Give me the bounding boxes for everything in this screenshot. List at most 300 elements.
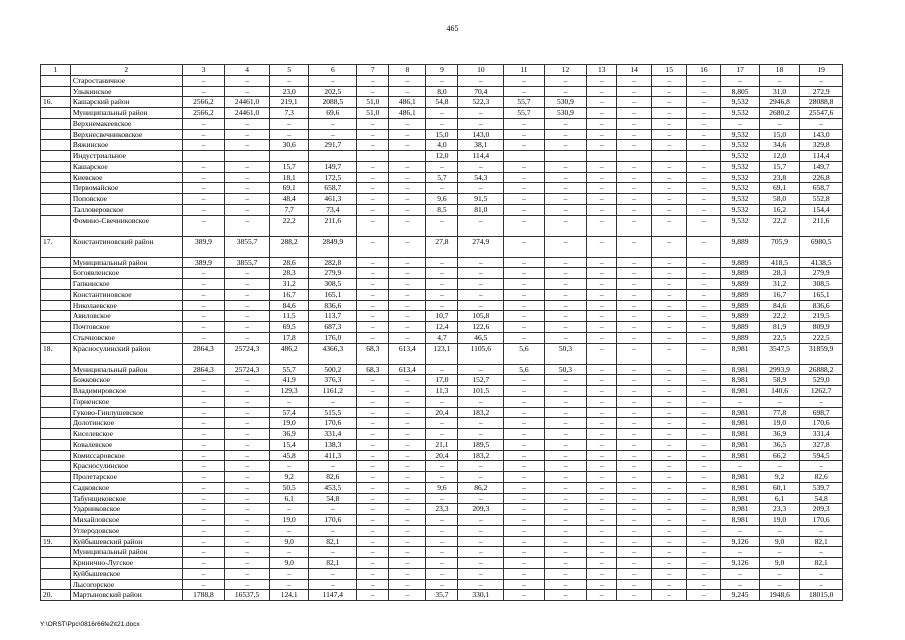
value-cell: 69,5 — [269, 322, 308, 333]
row-number-cell: 20. — [41, 590, 71, 601]
value-cell: – — [687, 386, 721, 397]
value-cell: – — [182, 311, 225, 322]
value-cell: – — [458, 289, 504, 300]
value-cell: – — [617, 289, 652, 300]
value-cell: 1788,8 — [182, 590, 225, 601]
value-cell: – — [426, 396, 458, 407]
table-row — [41, 279, 843, 290]
value-cell: – — [544, 407, 587, 418]
value-cell: – — [617, 268, 652, 279]
value-cell: 705,9 — [759, 236, 799, 257]
value-cell: – — [357, 482, 389, 493]
value-cell: – — [617, 194, 652, 205]
value-cell: 31,2 — [269, 279, 308, 290]
value-cell: – — [426, 558, 458, 569]
value-cell: – — [182, 439, 225, 450]
value-cell: – — [652, 590, 687, 601]
value-cell: – — [652, 289, 687, 300]
column-header: 15 — [652, 65, 687, 76]
value-cell: – — [687, 161, 721, 172]
value-cell: – — [617, 236, 652, 257]
value-cell: 9,532 — [721, 97, 759, 108]
value-cell: – — [182, 322, 225, 333]
value-cell: 140,6 — [759, 386, 799, 397]
value-cell: – — [182, 118, 225, 129]
value-cell: – — [652, 204, 687, 215]
value-cell: – — [357, 547, 389, 558]
value-cell: – — [687, 418, 721, 429]
value-cell: – — [357, 118, 389, 129]
table-row — [41, 590, 843, 601]
value-cell — [687, 151, 721, 162]
value-cell: 58,9 — [759, 375, 799, 386]
value-cell: – — [269, 75, 308, 86]
value-cell: 68,3 — [357, 343, 389, 364]
value-cell: 123,1 — [426, 343, 458, 364]
data-table — [40, 64, 843, 601]
value-cell: – — [458, 300, 504, 311]
value-cell: – — [544, 300, 587, 311]
value-cell: 10,7 — [426, 311, 458, 322]
value-cell: 9,532 — [721, 215, 759, 236]
territory-name-cell: Муниципальный район — [70, 108, 182, 119]
value-cell: – — [182, 396, 225, 407]
value-cell: – — [800, 579, 843, 590]
value-cell: – — [652, 396, 687, 407]
value-cell: – — [587, 161, 617, 172]
value-cell: – — [800, 568, 843, 579]
value-cell: 2946,8 — [759, 97, 799, 108]
territory-name-cell: Талловеровское — [70, 204, 182, 215]
value-cell: – — [587, 375, 617, 386]
value-cell: 51,0 — [357, 108, 389, 119]
value-cell: 36,9 — [269, 429, 308, 440]
value-cell: – — [389, 568, 426, 579]
value-cell: – — [225, 332, 270, 343]
value-cell: – — [544, 140, 587, 151]
column-header: 6 — [309, 65, 357, 76]
value-cell: – — [687, 194, 721, 205]
value-cell: – — [617, 407, 652, 418]
territory-name-cell: Михайловское — [70, 515, 182, 526]
column-header: 13 — [587, 65, 617, 76]
value-cell: – — [587, 450, 617, 461]
table-row — [41, 461, 843, 472]
table-row — [41, 525, 843, 536]
value-cell: – — [587, 86, 617, 97]
value-cell: – — [389, 183, 426, 194]
value-cell: 8,981 — [721, 515, 759, 526]
row-number-cell — [41, 215, 71, 236]
value-cell: 658,7 — [800, 183, 843, 194]
territory-name-cell: Пролетарское — [70, 472, 182, 483]
value-cell: 15,0 — [759, 129, 799, 140]
value-cell: 60,1 — [759, 482, 799, 493]
value-cell: – — [389, 450, 426, 461]
value-cell: – — [687, 364, 721, 375]
value-cell: 24461,0 — [225, 108, 270, 119]
row-number-cell: 17. — [41, 236, 71, 257]
value-cell: – — [389, 579, 426, 590]
value-cell: – — [504, 504, 544, 515]
value-cell: 219,5 — [800, 311, 843, 322]
value-cell: 36,5 — [759, 439, 799, 450]
value-cell: – — [426, 418, 458, 429]
value-cell: – — [687, 215, 721, 236]
value-cell: – — [389, 525, 426, 536]
value-cell: 170,6 — [800, 515, 843, 526]
value-cell: 91,5 — [458, 194, 504, 205]
value-cell: 38,1 — [458, 140, 504, 151]
value-cell: 687,3 — [309, 322, 357, 333]
value-cell: – — [617, 140, 652, 151]
value-cell: – — [225, 407, 270, 418]
value-cell: – — [687, 472, 721, 483]
value-cell: 20,4 — [426, 450, 458, 461]
value-cell: – — [617, 161, 652, 172]
value-cell: – — [182, 504, 225, 515]
value-cell: – — [721, 461, 759, 472]
value-cell: – — [800, 396, 843, 407]
value-cell: – — [544, 257, 587, 268]
row-number-cell — [41, 151, 71, 162]
value-cell: 58,0 — [759, 194, 799, 205]
value-cell: – — [357, 161, 389, 172]
value-cell: 219,1 — [269, 97, 308, 108]
value-cell: – — [721, 75, 759, 86]
value-cell: 50,3 — [544, 343, 587, 364]
value-cell: – — [652, 482, 687, 493]
value-cell: – — [458, 418, 504, 429]
value-cell: 189,5 — [458, 439, 504, 450]
value-cell: 9,532 — [721, 129, 759, 140]
value-cell: 34,6 — [759, 140, 799, 151]
territory-name-cell: Муниципальный район — [70, 257, 182, 268]
value-cell: 9,889 — [721, 311, 759, 322]
column-header: 1 — [41, 65, 71, 76]
value-cell: – — [458, 429, 504, 440]
value-cell: 82,6 — [800, 472, 843, 483]
value-cell: – — [426, 118, 458, 129]
value-cell: – — [544, 289, 587, 300]
value-cell: 68,3 — [357, 364, 389, 375]
value-cell: – — [426, 525, 458, 536]
value-cell: – — [458, 525, 504, 536]
value-cell: – — [309, 547, 357, 558]
value-cell: – — [504, 386, 544, 397]
value-cell: 9,532 — [721, 140, 759, 151]
value-cell: 486,1 — [389, 97, 426, 108]
value-cell: – — [544, 558, 587, 569]
value-cell: – — [687, 236, 721, 257]
value-cell: 28088,8 — [800, 97, 843, 108]
value-cell: 50,5 — [269, 482, 308, 493]
value-cell: – — [504, 590, 544, 601]
value-cell: 170,6 — [309, 418, 357, 429]
table-row — [41, 450, 843, 461]
value-cell: 500,2 — [309, 364, 357, 375]
row-number-cell — [41, 140, 71, 151]
value-cell: 15,7 — [269, 161, 308, 172]
value-cell: – — [759, 579, 799, 590]
value-cell: 272,9 — [800, 86, 843, 97]
value-cell: 613,4 — [389, 343, 426, 364]
value-cell: – — [687, 322, 721, 333]
value-cell: 129,3 — [269, 386, 308, 397]
value-cell: – — [687, 268, 721, 279]
value-cell: – — [652, 257, 687, 268]
value-cell: – — [389, 407, 426, 418]
table-row — [41, 493, 843, 504]
table-row — [41, 547, 843, 558]
value-cell: – — [357, 590, 389, 601]
page-number: 465 — [446, 24, 459, 33]
value-cell: 279,9 — [800, 268, 843, 279]
value-cell: 81,9 — [759, 322, 799, 333]
value-cell: – — [225, 289, 270, 300]
value-cell: – — [309, 568, 357, 579]
value-cell: – — [587, 439, 617, 450]
value-cell: – — [225, 311, 270, 322]
territory-name-cell: Кашарское — [70, 161, 182, 172]
territory-name-cell: Кринично-Лугское — [70, 558, 182, 569]
value-cell: 82,1 — [800, 558, 843, 569]
value-cell: 529,0 — [800, 375, 843, 386]
value-cell: – — [225, 279, 270, 290]
value-cell: 1147,4 — [309, 590, 357, 601]
value-cell: – — [504, 194, 544, 205]
value-cell: – — [225, 204, 270, 215]
value-cell: 70,4 — [458, 86, 504, 97]
value-cell: – — [544, 429, 587, 440]
row-number-cell — [41, 407, 71, 418]
value-cell: – — [225, 215, 270, 236]
row-number-cell — [41, 279, 71, 290]
value-cell: – — [426, 536, 458, 547]
value-cell: 28,3 — [759, 268, 799, 279]
value-cell: 165,1 — [309, 289, 357, 300]
row-number-cell — [41, 472, 71, 483]
row-number-cell — [41, 396, 71, 407]
value-cell: 836,6 — [800, 300, 843, 311]
value-cell: 28,6 — [269, 257, 308, 268]
value-cell: – — [617, 172, 652, 183]
value-cell: – — [587, 118, 617, 129]
value-cell: – — [426, 161, 458, 172]
value-cell: – — [587, 396, 617, 407]
value-cell: – — [652, 194, 687, 205]
territory-name-cell: Ударниковское — [70, 504, 182, 515]
value-cell: – — [587, 183, 617, 194]
value-cell: 81,0 — [458, 204, 504, 215]
table-row — [41, 558, 843, 569]
value-cell: – — [587, 75, 617, 86]
value-cell: – — [687, 279, 721, 290]
value-cell: – — [389, 558, 426, 569]
territory-name-cell: Верхнемакеевское — [70, 118, 182, 129]
column-header: 2 — [70, 65, 182, 76]
row-number-cell — [41, 204, 71, 215]
column-header: 5 — [269, 65, 308, 76]
value-cell: – — [389, 536, 426, 547]
value-cell: 82,1 — [800, 536, 843, 547]
column-header: 11 — [504, 65, 544, 76]
value-cell: – — [182, 161, 225, 172]
value-cell: 8,805 — [721, 86, 759, 97]
value-cell: 836,6 — [309, 300, 357, 311]
column-header: 16 — [687, 65, 721, 76]
value-cell: 8,981 — [721, 493, 759, 504]
value-cell: – — [759, 118, 799, 129]
value-cell: – — [504, 472, 544, 483]
value-cell: – — [389, 140, 426, 151]
table-row — [41, 236, 843, 257]
value-cell: – — [225, 140, 270, 151]
value-cell: – — [357, 311, 389, 322]
value-cell: – — [309, 525, 357, 536]
value-cell: 165,1 — [800, 289, 843, 300]
value-cell: – — [357, 172, 389, 183]
value-cell: 101,5 — [458, 386, 504, 397]
value-cell: – — [182, 407, 225, 418]
row-number-cell — [41, 161, 71, 172]
value-cell: – — [617, 183, 652, 194]
value-cell: – — [225, 396, 270, 407]
value-cell: – — [687, 515, 721, 526]
value-cell: 23,3 — [426, 504, 458, 515]
value-cell: – — [504, 289, 544, 300]
value-cell: 9,532 — [721, 151, 759, 162]
value-cell: 1105,6 — [458, 343, 504, 364]
value-cell: 9,889 — [721, 257, 759, 268]
value-cell: – — [652, 407, 687, 418]
value-cell: 8,981 — [721, 364, 759, 375]
value-cell: – — [225, 118, 270, 129]
value-cell: – — [357, 332, 389, 343]
value-cell: – — [182, 482, 225, 493]
value-cell: – — [544, 375, 587, 386]
value-cell: 9,0 — [269, 558, 308, 569]
value-cell: – — [587, 493, 617, 504]
value-cell: – — [426, 75, 458, 86]
value-cell: – — [182, 536, 225, 547]
value-cell: 41,9 — [269, 375, 308, 386]
value-cell: – — [544, 194, 587, 205]
value-cell: 176,0 — [309, 332, 357, 343]
table-row — [41, 515, 843, 526]
value-cell: – — [269, 547, 308, 558]
value-cell: 411,3 — [309, 450, 357, 461]
value-cell: – — [687, 300, 721, 311]
value-cell: 3855,7 — [225, 257, 270, 268]
value-cell: – — [687, 75, 721, 86]
table-row — [41, 140, 843, 151]
value-cell: – — [426, 215, 458, 236]
value-cell: – — [504, 236, 544, 257]
value-cell: 54,8 — [309, 493, 357, 504]
value-cell: – — [587, 364, 617, 375]
value-cell: 19,0 — [269, 418, 308, 429]
value-cell: – — [389, 322, 426, 333]
value-cell: 22,2 — [759, 215, 799, 236]
value-cell: – — [759, 568, 799, 579]
value-cell: – — [182, 515, 225, 526]
row-number-cell: 16. — [41, 97, 71, 108]
value-cell: 154,4 — [800, 204, 843, 215]
value-cell: 389,9 — [182, 236, 225, 257]
territory-name-cell: Киевское — [70, 172, 182, 183]
value-cell: 8,981 — [721, 439, 759, 450]
value-cell: 9,532 — [721, 161, 759, 172]
territory-name-cell: Авиловское — [70, 311, 182, 322]
value-cell: – — [182, 386, 225, 397]
value-cell: – — [652, 558, 687, 569]
territory-name-cell: Константиновское — [70, 289, 182, 300]
value-cell: – — [687, 493, 721, 504]
value-cell: – — [182, 493, 225, 504]
value-cell: – — [225, 86, 270, 97]
value-cell: – — [458, 279, 504, 290]
territory-name-cell: Поповское — [70, 194, 182, 205]
value-cell: 9,0 — [269, 536, 308, 547]
value-cell: 31,2 — [759, 279, 799, 290]
table-row — [41, 268, 843, 279]
value-cell: – — [652, 279, 687, 290]
territory-name-cell: Гуково-Гнилушевское — [70, 407, 182, 418]
value-cell: 329,8 — [800, 140, 843, 151]
value-cell: 291,7 — [309, 140, 357, 151]
value-cell: – — [225, 386, 270, 397]
value-cell: – — [389, 268, 426, 279]
territory-name-cell: Красносулинский район — [70, 343, 182, 364]
value-cell: 170,6 — [800, 418, 843, 429]
value-cell: – — [617, 439, 652, 450]
file-path-footer: Y:\ORST\Ppc\0816r66fe2\t21.docx — [40, 621, 140, 628]
value-cell: – — [687, 525, 721, 536]
value-cell: 114,4 — [800, 151, 843, 162]
value-cell: – — [458, 493, 504, 504]
value-cell: – — [357, 257, 389, 268]
value-cell: – — [652, 439, 687, 450]
value-cell: 18015,0 — [800, 590, 843, 601]
value-cell: 522,3 — [458, 97, 504, 108]
value-cell: – — [544, 161, 587, 172]
value-cell: 1262,7 — [800, 386, 843, 397]
value-cell: 50,3 — [544, 364, 587, 375]
value-cell: 19,0 — [759, 418, 799, 429]
table-row — [41, 364, 843, 375]
table-row — [41, 86, 843, 97]
value-cell: – — [504, 493, 544, 504]
value-cell: 8,981 — [721, 504, 759, 515]
value-cell: – — [182, 140, 225, 151]
value-cell: – — [225, 568, 270, 579]
table-row — [41, 343, 843, 364]
value-cell: – — [800, 547, 843, 558]
row-number-cell — [41, 515, 71, 526]
value-cell: – — [652, 375, 687, 386]
value-cell: – — [544, 515, 587, 526]
value-cell: 2566,2 — [182, 97, 225, 108]
value-cell: – — [652, 461, 687, 472]
territory-name-cell: Киселевское — [70, 429, 182, 440]
table-row — [41, 300, 843, 311]
row-number-cell — [41, 194, 71, 205]
territory-name-cell: Владимировское — [70, 386, 182, 397]
value-cell: – — [617, 108, 652, 119]
value-cell: – — [225, 579, 270, 590]
value-cell: 9,6 — [426, 194, 458, 205]
